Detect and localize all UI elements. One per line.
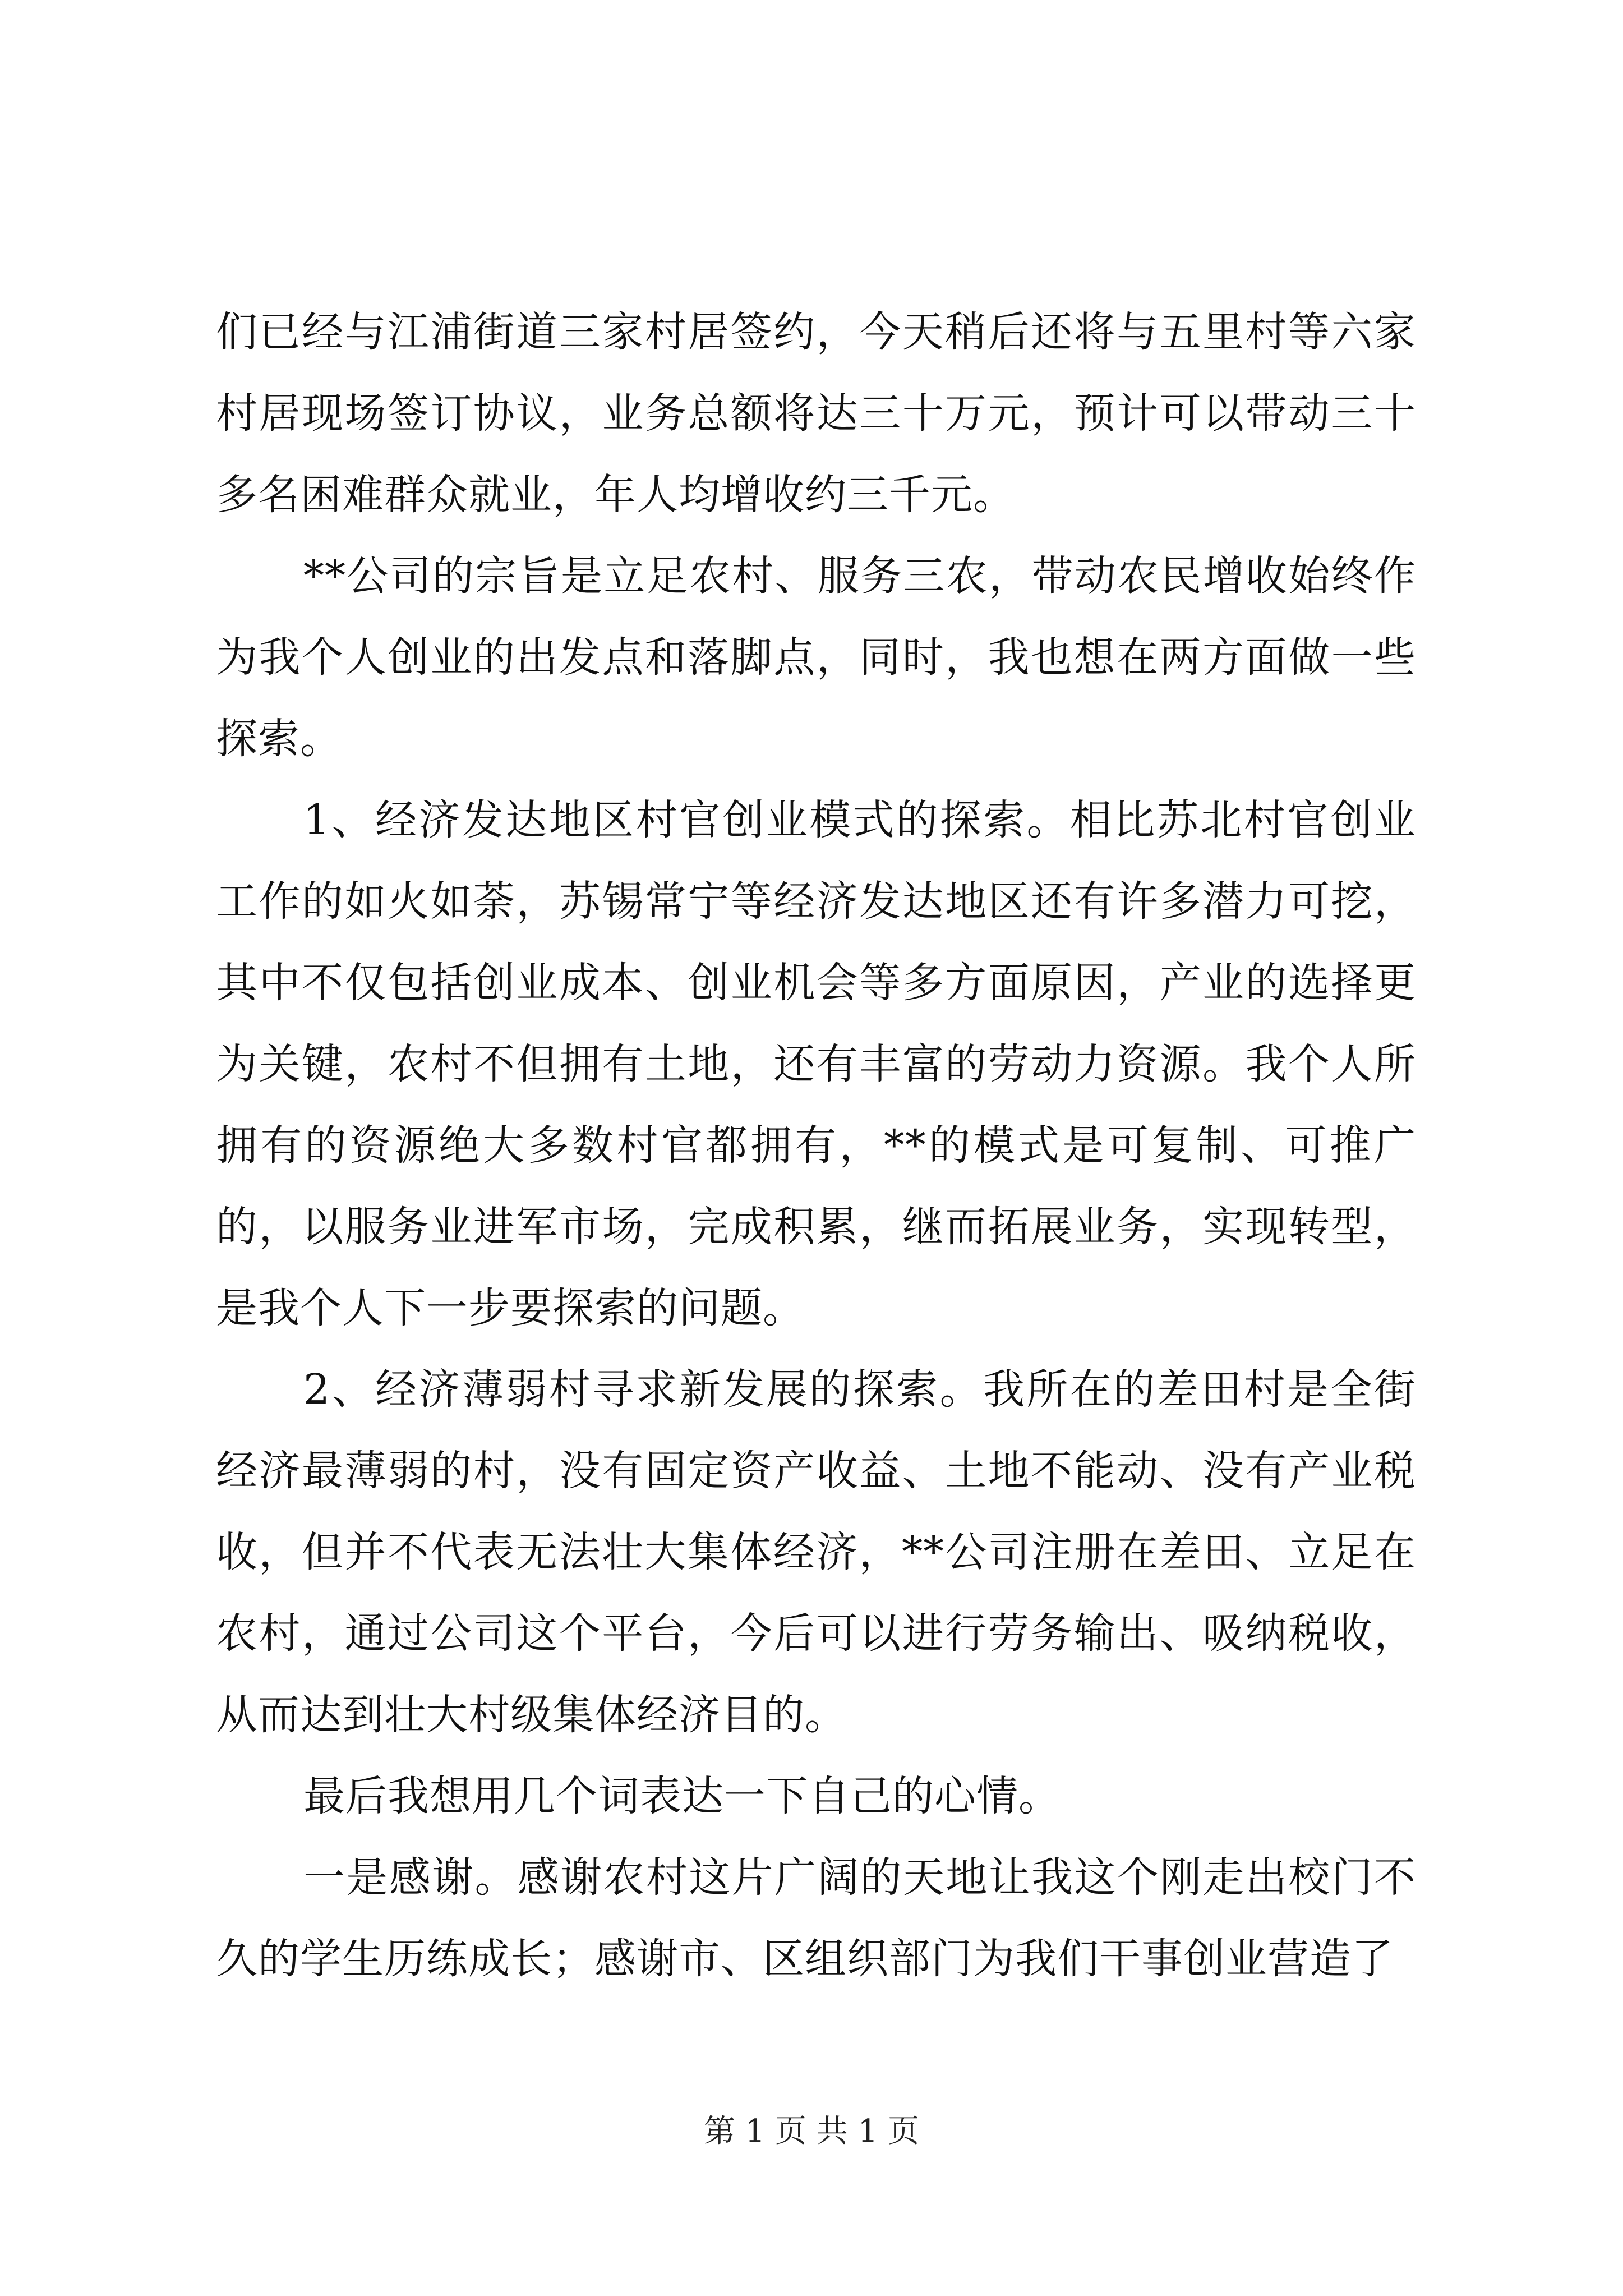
page-footer: 第 1 页 共 1 页 (703, 2113, 920, 2150)
document-body (216, 292, 1416, 2000)
paragraph-2: **公司的宗旨是立足农村、服务三农，带动农民增收始终作为我个人创业的出发点和落脚点，同时，我也想在两方面做一些探索。 (216, 552, 1416, 763)
paragraph-6: 一是感谢。感谢农村这片广阔的天地让我这个刚走出校门不久的学生历练成长；感谢市、区组织部门为我们干事创业营造了 (216, 1853, 1416, 1983)
paragraph-3: 1、经济发达地区村官创业模式的探索。相比苏北村官创业工作的如火如荼，苏锡常宁等经济发达地区还有许多潜力可挖，其中不仅包括创业成本、创业机会等多方面原因，产业的选择更为关键，农村不但拥有土地，还有丰富的劳动力资源。我个人所拥有的资源绝大多数村官都拥有，**的模式是可复制、可推广的，以服务业进军市场，完成积累，继而拓展业务，实现转型，是我个人下一步要探索的问题。 (216, 796, 1416, 1332)
paragraph-4: 2、经济薄弱村寻求新发展的探索。我所在的差田村是全街经济最薄弱的村，没有固定资产收益、土地不能动、没有产业税收，但并不代表无法壮大集体经济，**公司注册在差田、立足在农村，通过公司这个平台，今后可以进行劳务输出、吸纳税收，从而达到壮大村级集体经济目的。 (216, 1365, 1416, 1739)
paragraph-1: 们已经与江浦街道三家村居签约，今天稍后还将与五里村等六家村居现场签订协议，业务总额将达三十万元，预计可以带动三十多名困难群众就业，年人均增收约三千元。 (216, 308, 1416, 519)
paragraph-5: 最后我想用几个词表达一下自己的心情。 (303, 1772, 1061, 1820)
